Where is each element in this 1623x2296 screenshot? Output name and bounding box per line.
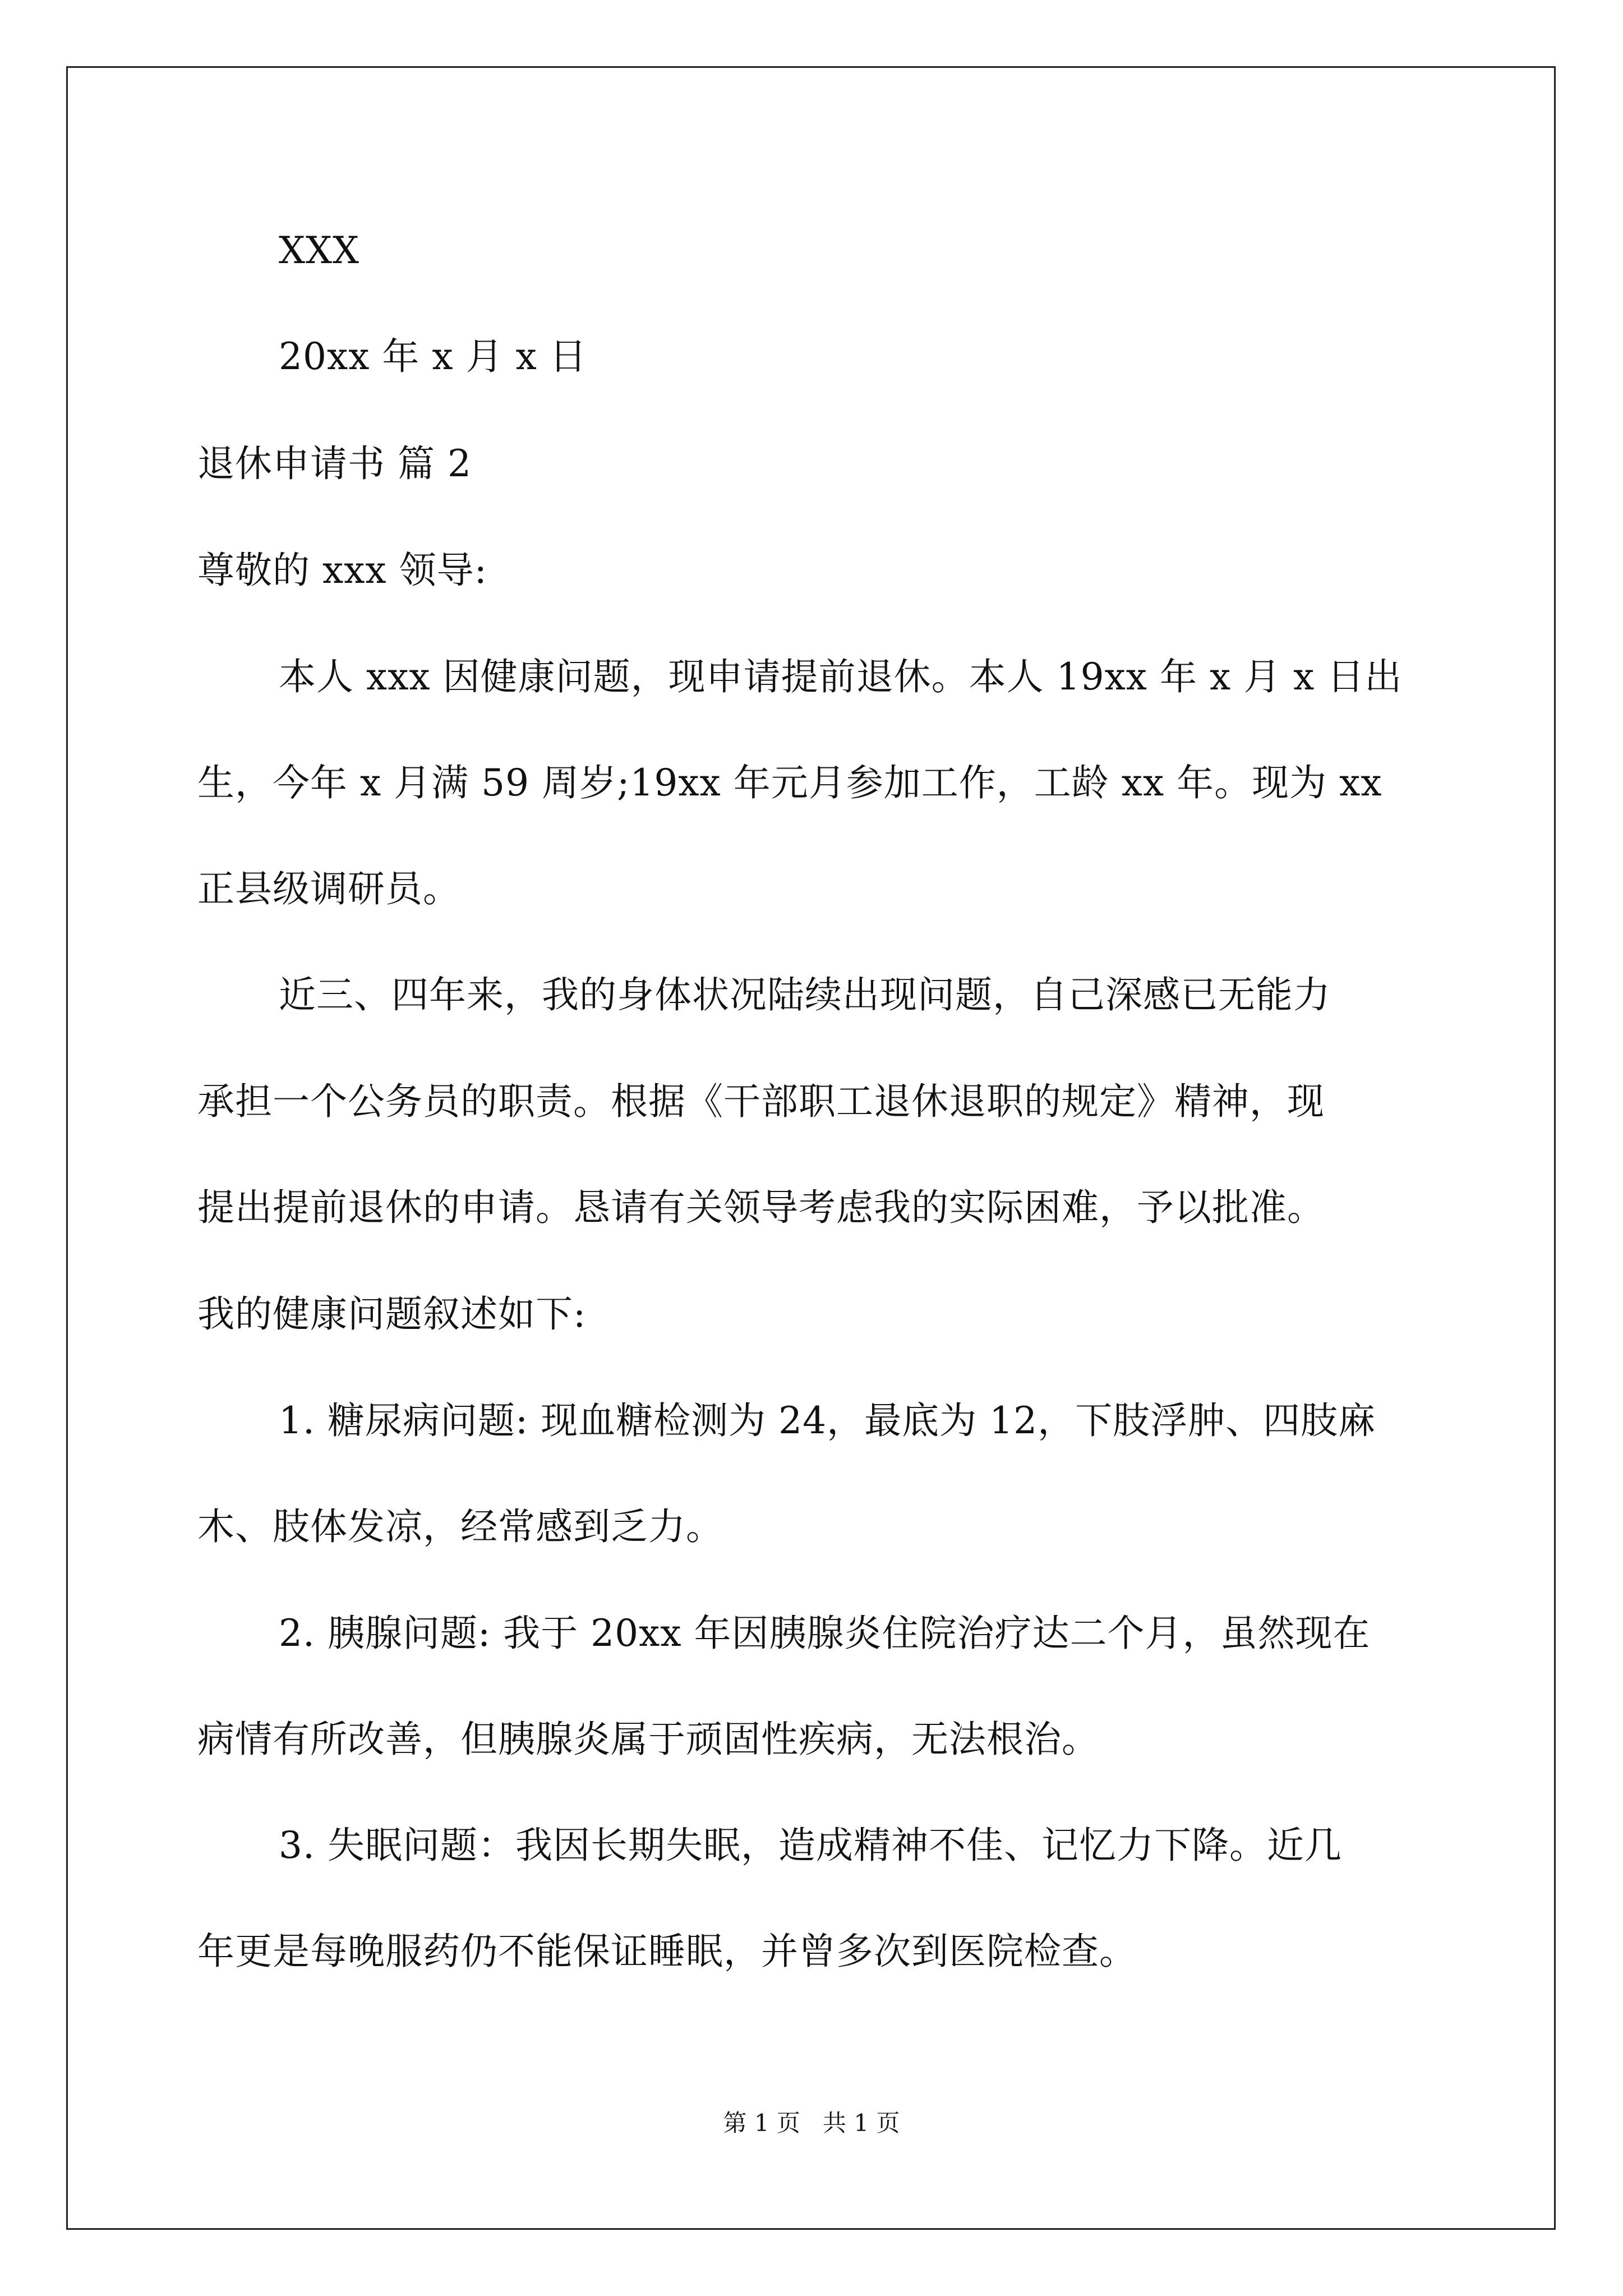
signature-name: XXX (279, 229, 359, 272)
signature-date: 20xx 年 x 月 x 日 (279, 335, 587, 378)
page-footer: 第 1 页 共 1 页 (723, 2109, 900, 2137)
body-line: 3. 失眠问题：我因长期失眠，造成精神不佳、记忆力下降。近几 (279, 1824, 1342, 1867)
section-title: 退休申请书 篇 2 (197, 442, 472, 485)
page-border (66, 66, 1556, 2230)
body-line: 近三、四年来，我的身体状况陆续出现问题，自己深感已无能力 (279, 973, 1331, 1016)
body-line: 正县级调研员。 (197, 867, 460, 910)
body-line: 木、肢体发凉，经常感到乏力。 (197, 1505, 723, 1548)
body-line: 本人 xxx 因健康问题，现申请提前退休。本人 19xx 年 x 月 x 日出 (279, 655, 1403, 698)
body-line: 生，今年 x 月满 59 周岁;19xx 年元月参加工作，工龄 xx 年。现为 xx (197, 761, 1382, 804)
body-line: 1. 糖尿病问题: 现血糖检测为 24，最底为 12，下肢浮肿、四肢麻 (279, 1399, 1376, 1442)
body-line: 病情有所改善，但胰腺炎属于顽固性疾病，无法根治。 (197, 1718, 1099, 1761)
body-line: 提出提前退休的申请。恳请有关领导考虑我的实际困难，予以批准。 (197, 1186, 1325, 1229)
body-line: 年更是每晚服药仍不能保证睡眠，并曾多次到医院检查。 (197, 1930, 1137, 1973)
body-line: 2. 胰腺问题: 我于 20xx 年因胰腺炎住院治疗达二个月，虽然现在 (279, 1612, 1371, 1655)
body-line: 承担一个公务员的职责。根据《干部职工退休退职的规定》精神，现 (197, 1080, 1325, 1123)
salutation: 尊敬的 xxx 领导: (197, 549, 487, 592)
body-line: 我的健康问题叙述如下: (197, 1292, 587, 1336)
